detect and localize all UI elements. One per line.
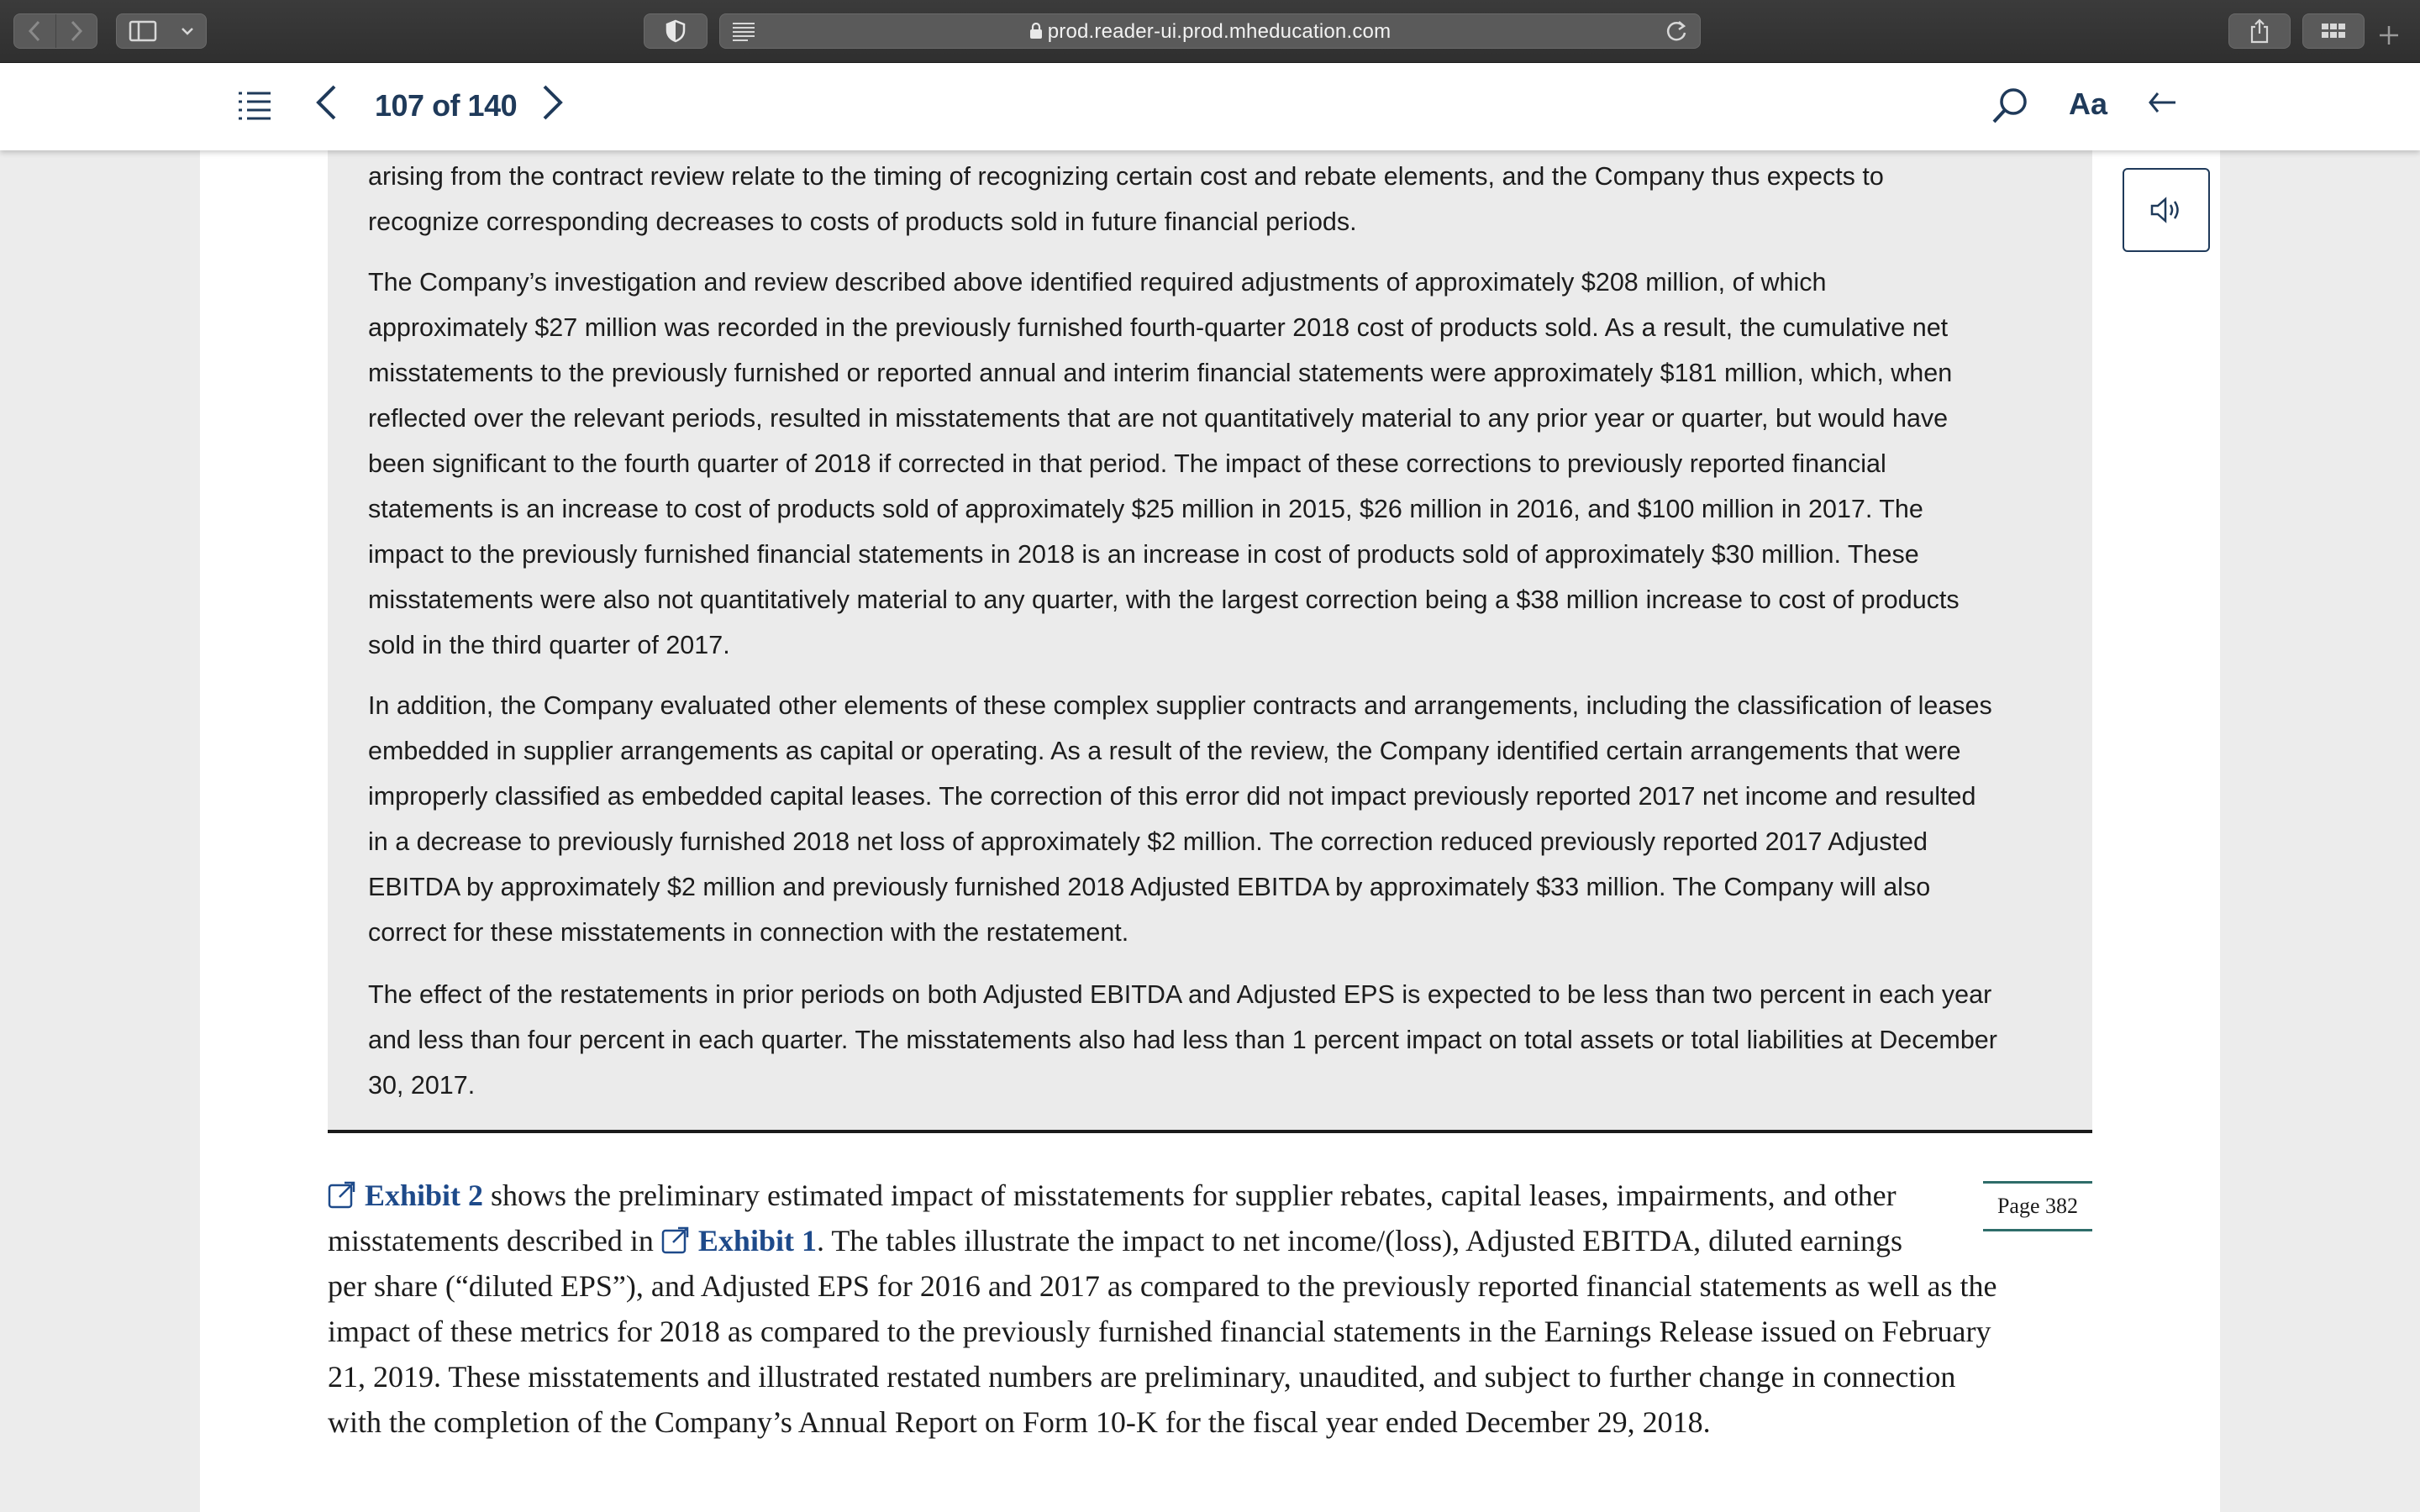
- font-settings-button[interactable]: Aa: [2069, 87, 2108, 121]
- page-counter: 107 of 140: [375, 88, 518, 123]
- browser-forward-button[interactable]: [55, 14, 97, 48]
- body-line-5: 21, 2019. These misstatements and illustrated restated numbers are preliminary, unaudited, and subject to further change in connection: [328, 1360, 1956, 1394]
- text-line: arising from the contract review relate to the timing of recognizing certain cost and rebate elements, and the Company thus expects to: [368, 162, 1884, 191]
- next-page-button[interactable]: [541, 80, 565, 130]
- reload-icon: [1665, 19, 1688, 43]
- speaker-icon: [2149, 197, 2183, 223]
- url-text: prod.reader-ui.prod.mheducation.com: [1047, 20, 1392, 43]
- chevron-down-icon: [181, 26, 194, 36]
- sidebar-icon: [129, 20, 157, 42]
- boxed-excerpt: [328, 150, 2092, 1133]
- excerpt-paragraph-2: [368, 260, 2057, 668]
- chevron-left-icon: [314, 84, 338, 121]
- shield-icon: [666, 19, 686, 43]
- text-line: approximately $27 million was recorded in the previously furnished fourth-quarter 2018 cost of products sold. As a result, the cumulative net: [368, 313, 1949, 342]
- history-nav: [13, 13, 97, 49]
- text-line: misstatements were also not quantitatively material to any quarter, with the largest correction being a $38 million increase to cost of products: [368, 585, 1960, 614]
- search-button[interactable]: [1991, 87, 2028, 129]
- list-icon: [237, 90, 272, 122]
- tab-overview-button[interactable]: [2302, 13, 2365, 49]
- browser-chrome: [0, 0, 2420, 63]
- reload-button[interactable]: [1665, 19, 1688, 49]
- text-line: and less than four percent in each quarter. The misstatements also had less than 1 percent impact on total assets or total liabilities at December: [368, 1026, 1997, 1054]
- exhibit-2-link[interactable]: [328, 1179, 483, 1212]
- text-line: correct for these misstatements in connection with the restatement.: [368, 918, 1129, 947]
- text-run: . The tables illustrate the impact to net income/(loss), Adjusted EBITDA, diluted earnings: [816, 1224, 1903, 1257]
- text-line: in a decrease to previously furnished 2018 net loss of approximately $2 million. The correction reduced previously reported 2017 Adjusted: [368, 827, 1928, 856]
- sidebar-toggle-button[interactable]: [116, 13, 207, 49]
- body-line-3: per share (“diluted EPS”), and Adjusted EPS for 2016 and 2017 as compared to the previously reported financial statements as well as the: [328, 1269, 1997, 1303]
- text-line: reflected over the relevant periods, resulted in misstatements that are not quantitatively material to any prior year or quarter, but would have: [368, 404, 1949, 433]
- privacy-report-button[interactable]: [644, 13, 708, 49]
- text-line: The Company’s investigation and review described above identified required adjustments of approximately $208 million, of which: [368, 268, 1827, 297]
- external-link-icon: [661, 1226, 692, 1254]
- text-line: embedded in supplier arrangements as capital or operating. As a result of the review, the Company identified certain arrangements that were: [368, 737, 1961, 765]
- excerpt-paragraph-4: [368, 972, 2057, 1108]
- text-line: statements is an increase to cost of products sold of approximately $25 million in 2015, $26 million in 2016, and $100 million in 2017. The: [368, 495, 1923, 523]
- forward-arrow-icon: [70, 20, 83, 42]
- text-line: The effect of the restatements in prior periods on both Adjusted EBITDA and Adjusted EPS is expected to be less than two percent in each year: [368, 980, 1992, 1009]
- text-line: recognize corresponding decreases to costs of products sold in future financial periods.: [368, 207, 1357, 236]
- text-line: impact to the previously furnished financial statements in 2018 is an increase in cost of products sold of approximately $30 million. These: [368, 540, 1919, 569]
- body-paragraph: [328, 1173, 2075, 1445]
- external-link-icon: [328, 1180, 358, 1209]
- new-tab-icon: [2378, 24, 2400, 46]
- text-run: misstatements described in: [328, 1224, 661, 1257]
- text-line: 30, 2017.: [368, 1071, 476, 1100]
- body-line-6: with the completion of the Company’s Annual Report on Form 10-K for the fiscal year ended December 29, 2018.: [328, 1405, 1711, 1439]
- text-to-speech-button[interactable]: [2123, 168, 2210, 252]
- return-arrow-icon: [2148, 90, 2178, 115]
- tab-grid-icon: [2321, 23, 2346, 39]
- share-button[interactable]: [2228, 13, 2291, 49]
- body-line-2: [328, 1218, 2075, 1263]
- body-line-4: impact of these metrics for 2018 as compared to the previously furnished financial statements in the Earnings Release issued on February: [328, 1315, 1991, 1348]
- exhibit-1-label: Exhibit 1: [697, 1224, 817, 1257]
- text-line: misstatements to the previously furnished or reported annual and interim financial statements were approximately $181 million, which, when: [368, 359, 1953, 387]
- exhibit-1-link[interactable]: [661, 1224, 817, 1257]
- chevron-right-icon: [541, 84, 565, 121]
- previous-page-button[interactable]: [314, 80, 338, 130]
- browser-back-button[interactable]: [14, 14, 55, 48]
- text-line: improperly classified as embedded capital leases. The correction of this error did not impact previously reported 2017 net income and resulted: [368, 782, 1976, 811]
- share-icon: [2249, 18, 2270, 44]
- back-arrow-icon: [28, 20, 41, 42]
- body-line-1: [328, 1173, 2075, 1218]
- exhibit-2-label: Exhibit 2: [365, 1179, 484, 1212]
- lock-icon: [1029, 23, 1043, 39]
- text-line: been significant to the fourth quarter of 2018 if corrected in that period. The impact of these corrections to previously reported financial: [368, 449, 1886, 478]
- search-icon: [1991, 87, 2028, 125]
- text-run: shows the preliminary estimated impact of misstatements for supplier rebates, capital leases, impairments, and other: [483, 1179, 1897, 1212]
- text-line: sold in the third quarter of 2017.: [368, 631, 730, 659]
- table-of-contents-button[interactable]: [237, 90, 272, 126]
- reader-toolbar: [0, 63, 2420, 150]
- text-line: EBITDA by approximately $2 million and previously furnished 2018 Adjusted EBITDA by approximately $33 million. The Company will also: [368, 873, 1931, 901]
- url-display: [720, 14, 1700, 50]
- text-line: In addition, the Company evaluated other elements of these complex supplier contracts and arrangements, including the classification of leases: [368, 691, 1992, 720]
- address-bar[interactable]: [719, 13, 1701, 49]
- excerpt-paragraph-1: [368, 154, 2057, 244]
- new-tab-button[interactable]: [2378, 18, 2400, 54]
- return-button[interactable]: [2148, 83, 2178, 123]
- page-number-label: Page 382: [1983, 1181, 2092, 1231]
- excerpt-paragraph-3: [368, 683, 2057, 955]
